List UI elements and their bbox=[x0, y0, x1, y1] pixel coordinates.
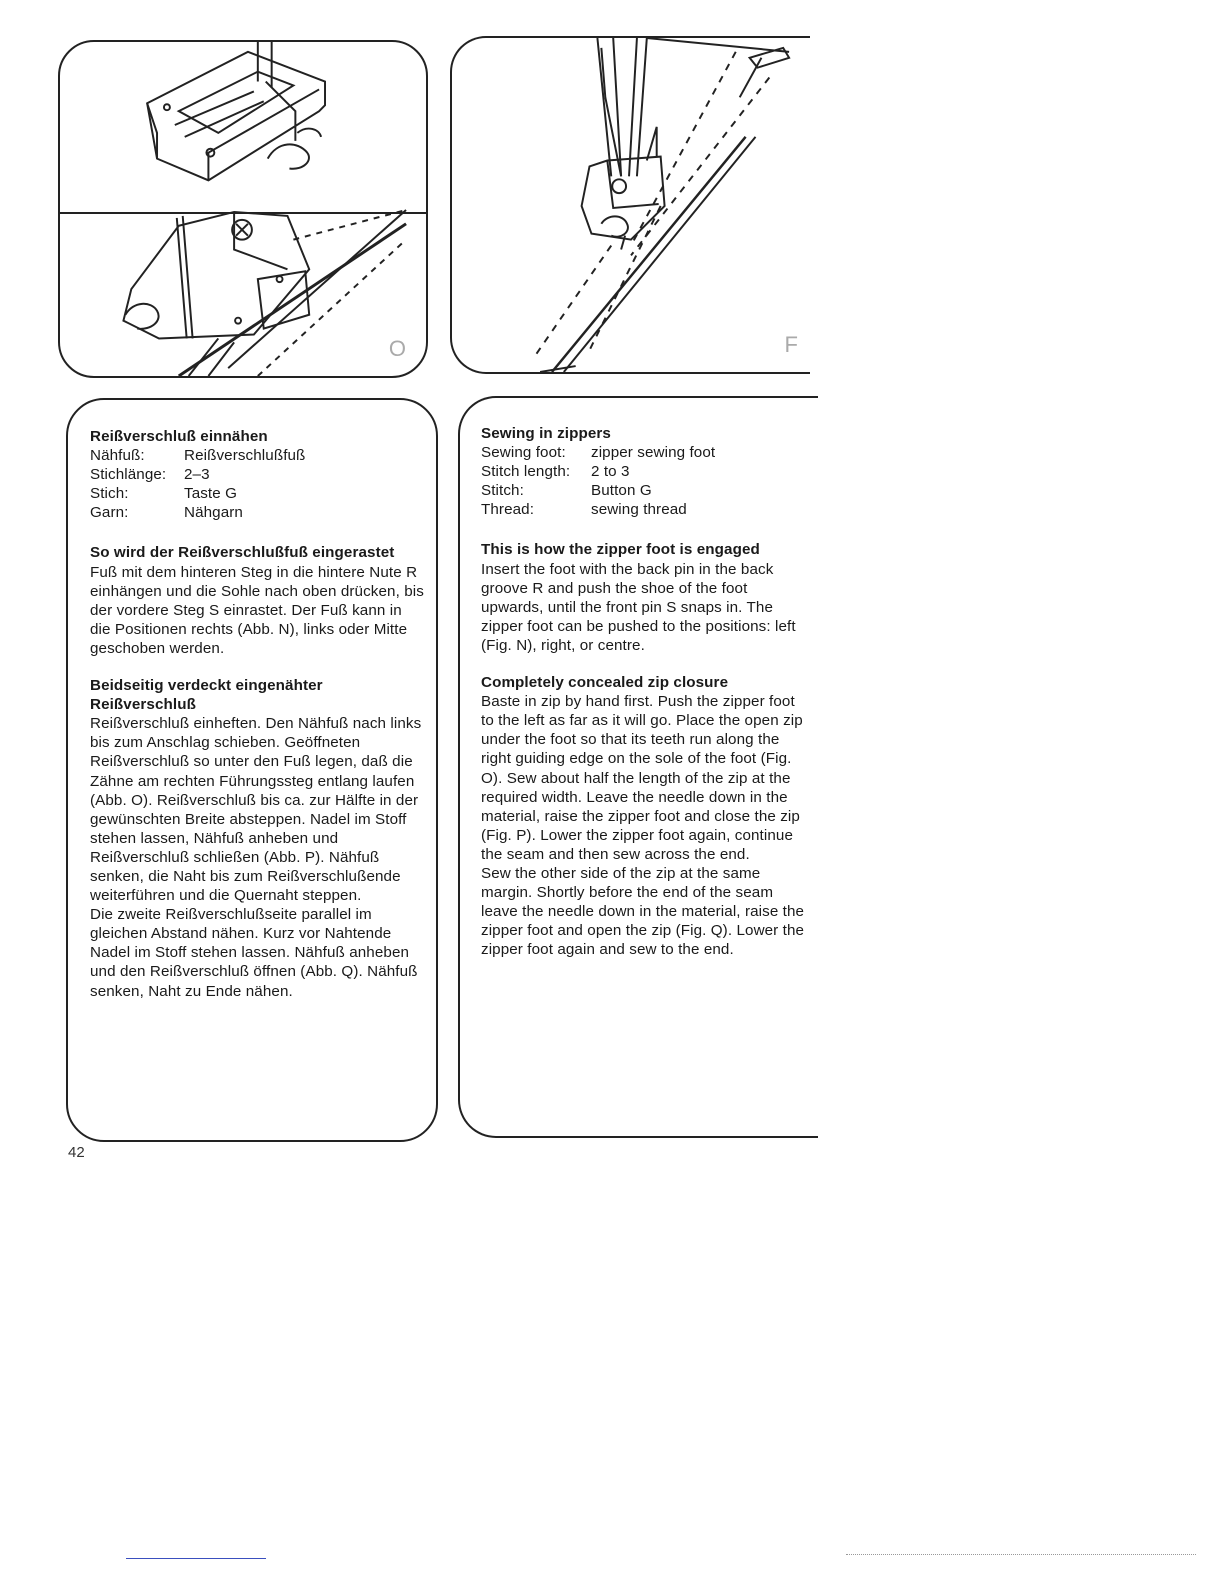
german-section-concealed bbox=[90, 676, 425, 1001]
spec-value: sewing thread bbox=[591, 501, 687, 519]
section-body: Baste in zip by hand first. Push the zipper foot to the left as far as it will go. Place the open zip under the foot so that its teeth run along the right guiding edge on the sole of the foot (Fig. O). Sew about half the length of the zip at the required width. Leave the needle down in the material, raise the zipper foot and close the zip (Fig. P). Lower the zipper foot again, continue the seam and then sew across the end. bbox=[481, 693, 803, 863]
spec-value: Reißverschlußfuß bbox=[184, 447, 306, 465]
figure-divider bbox=[60, 212, 426, 214]
section-heading: This is how the zipper foot is engaged bbox=[481, 541, 760, 559]
figure-panel-left bbox=[58, 40, 428, 378]
spec-label: Stich: bbox=[90, 485, 129, 503]
section-heading: Beidseitig verdeckt eingenähter Reißverschluß bbox=[90, 677, 323, 714]
zipper-foot-illustration-icon bbox=[60, 42, 426, 376]
section-body: Die zweite Reißverschlußseite parallel im gleichen Abstand nähen. Kurz vor Nahtende Nadel im Stoff stehen lassen. Nähfuß anheben und den Reißverschluß öffnen (Abb. Q). Nähfuß senken, Naht zu Ende nähen. bbox=[90, 906, 418, 1000]
section-heading: So wird der Reißverschlußfuß eingerastet bbox=[90, 544, 395, 562]
german-column bbox=[90, 427, 425, 1019]
english-section-concealed bbox=[481, 673, 805, 959]
german-section-engage bbox=[90, 543, 425, 658]
spec-label: Thread: bbox=[481, 501, 535, 519]
figure-label: O bbox=[388, 336, 406, 361]
spec-value: Nähgarn bbox=[184, 504, 243, 522]
english-title: Sewing in zippers bbox=[481, 425, 611, 442]
figure-panel-right bbox=[450, 36, 810, 374]
section-body: Insert the foot with the back pin in the back groove R and push the shoe of the foot upwards, until the front pin S snaps in. The zipper foot can be pushed to the positions: left (Fig. N), right, or centre. bbox=[481, 560, 796, 654]
section-body: Reißverschluß einheften. Den Nähfuß nach links bis zum Anschlag schieben. Geöffneten Reißverschluß so unter den Fuß legen, daß die Zähne am rechten Führungssteg entlang laufen (Abb. O). Reißverschluß bis ca. zur Hälfte in der gewünschten Breite absteppen. Nadel im Stoff stehen lassen, Nähfuß anheben und Reißverschluß schließen (Abb. P). Nähfuß senken, die Naht bis zum Reißverschlußende weiterführen und die Quernaht steppen. bbox=[90, 715, 422, 905]
footer-rule bbox=[126, 1558, 266, 1559]
english-spec-table bbox=[481, 443, 805, 519]
spec-label: Stitch: bbox=[481, 482, 524, 500]
figure-label: F bbox=[784, 332, 798, 357]
spec-label: Sewing foot: bbox=[481, 444, 566, 462]
spec-value: zipper sewing foot bbox=[591, 444, 716, 462]
spec-value: Taste G bbox=[184, 485, 238, 503]
footer-dotted-rule bbox=[846, 1554, 1196, 1555]
english-section-engage bbox=[481, 540, 805, 655]
spec-label: Garn: bbox=[90, 504, 129, 522]
spec-label: Stichlänge: bbox=[90, 466, 167, 484]
section-body: Sew the other side of the zip at the same margin. Shortly before the end of the seam leave the needle down in the material, raise the zipper foot and open the zip (Fig. Q). Lower the zipper foot again and sew to the end. bbox=[481, 864, 805, 959]
spec-label: Nähfuß: bbox=[90, 447, 145, 465]
spec-value: Button G bbox=[591, 482, 652, 500]
german-spec-table bbox=[90, 446, 425, 522]
english-column bbox=[481, 424, 805, 977]
zipper-sewing-illustration-icon bbox=[452, 38, 810, 372]
german-title: Reißverschluß einnähen bbox=[90, 428, 268, 445]
spec-value: 2–3 bbox=[184, 466, 210, 484]
spec-value: 2 to 3 bbox=[591, 463, 630, 481]
section-body: Fuß mit dem hinteren Steg in die hintere Nute R einhängen und die Sohle nach oben drücken, bis der vordere Steg S einrastet. Der Fuß kann in die Positionen rechts (Abb. N), links oder Mitte geschoben werden. bbox=[90, 563, 424, 657]
page-number: 42 bbox=[68, 1144, 85, 1161]
section-heading: Completely concealed zip closure bbox=[481, 674, 729, 692]
spec-label: Stitch length: bbox=[481, 463, 571, 481]
